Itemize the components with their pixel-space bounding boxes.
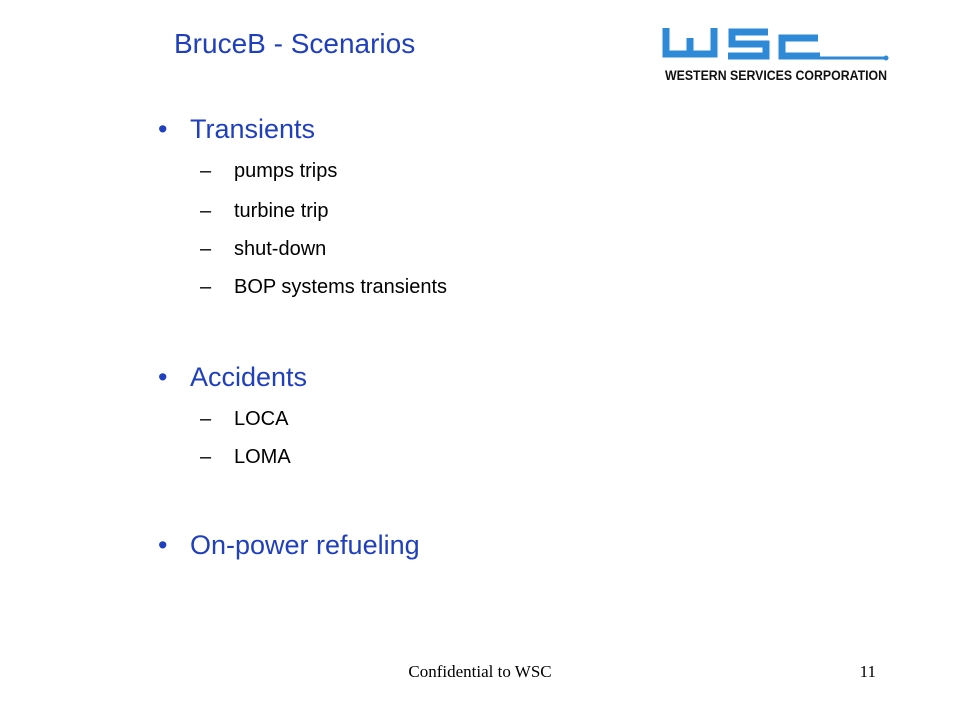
bullet-dot: • [158, 530, 168, 560]
sub-dash: – [200, 160, 212, 182]
logo-subtitle: WESTERN SERVICES CORPORATION [665, 68, 887, 83]
sub-item-label: BOP systems transients [234, 276, 448, 298]
sub-item-label: LOCA [234, 408, 289, 430]
wsc-logo [662, 24, 892, 88]
sub-item [200, 408, 288, 431]
bullet-dot: • [158, 362, 168, 392]
sub-item-label: turbine trip [234, 200, 329, 222]
sub-item-label: shut-down [234, 238, 327, 260]
sub-item [200, 200, 329, 223]
sub-item-label: pumps trips [234, 160, 338, 182]
bullet-heading: On-power refueling [190, 530, 420, 560]
page-number: 11 [859, 662, 876, 681]
bullet-heading: Transients [190, 114, 316, 144]
bullet-on-power-refueling [158, 530, 420, 561]
bullet-heading: Accidents [190, 362, 308, 392]
bullet-accidents [158, 362, 307, 393]
sub-item [200, 160, 337, 183]
sub-dash: – [200, 446, 212, 468]
bullet-transients [158, 114, 315, 145]
sub-item [200, 238, 326, 261]
sub-dash: – [200, 238, 212, 260]
sub-dash: – [200, 408, 212, 430]
footer-text: Confidential to WSC [408, 662, 552, 681]
sub-dash: – [200, 200, 212, 222]
sub-item [200, 276, 447, 299]
sub-item [200, 446, 291, 469]
bullet-dot: • [158, 114, 168, 144]
sub-item-label: LOMA [234, 446, 291, 468]
slide-title: BruceB - Scenarios [174, 28, 416, 59]
sub-dash: – [200, 276, 212, 298]
